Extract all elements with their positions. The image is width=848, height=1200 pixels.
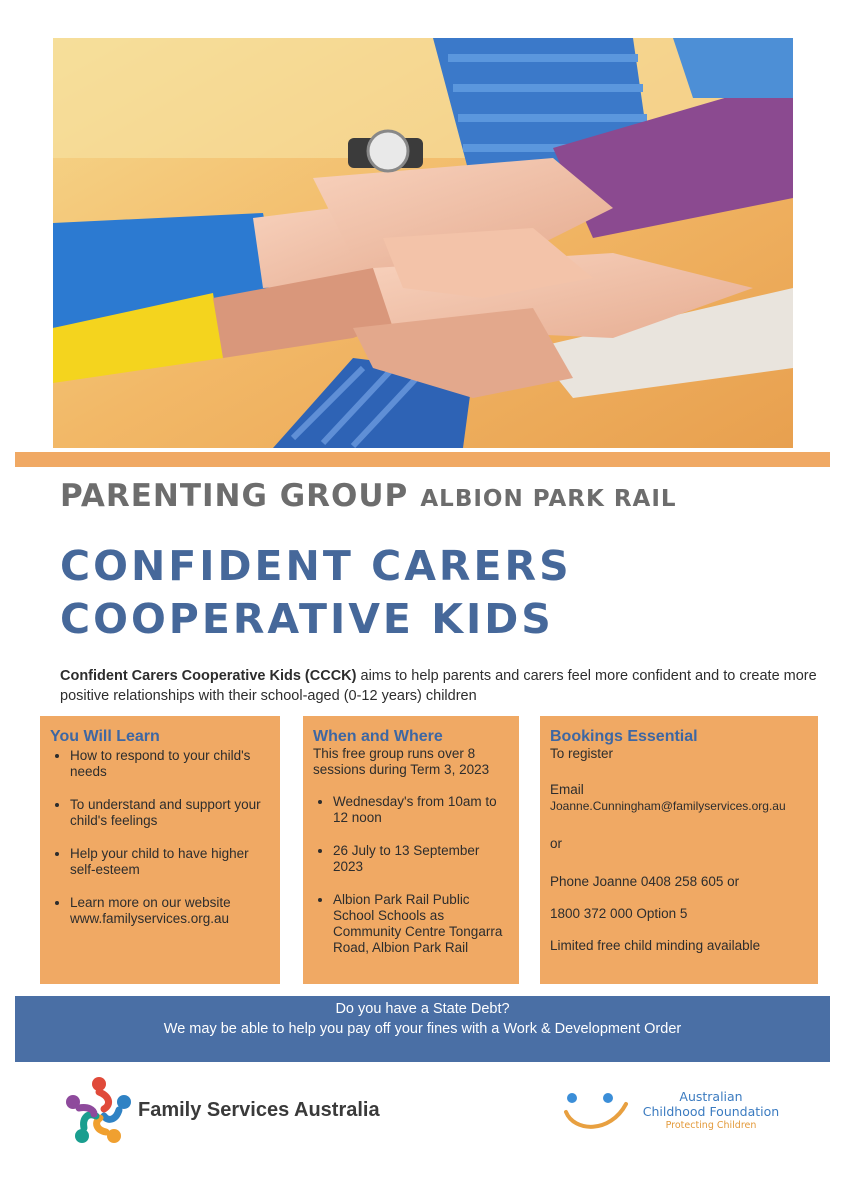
program-title — [60, 540, 820, 646]
learn-item: • Help your child to have higher self-esteem — [70, 846, 270, 878]
program-title-line2: COOPERATIVE KIDS — [60, 595, 554, 643]
banner-line2: We may be able to help you pay off your fines with a Work & Development Order — [163, 1021, 682, 1037]
group-heading-location: ALBION PARK RAIL — [420, 486, 677, 512]
learn-item: • To understand and support your child's feelings — [70, 797, 270, 829]
email-link[interactable]: Joanne.Cunningham@familyservices.org.au — [550, 799, 786, 813]
learn-list — [50, 748, 270, 927]
when-heading: When and Where — [313, 728, 443, 745]
when-item: • 26 July to 13 September 2023 — [333, 843, 509, 875]
or-text: or — [550, 836, 563, 851]
group-heading-main: PARENTING GROUP — [60, 478, 409, 514]
learn-item-website[interactable]: • Learn more on our website www.familyservices.org.au — [70, 895, 270, 927]
when-intro: This free group runs over 8 sessions during Term 3, 2023 — [313, 746, 490, 777]
hero-photo — [53, 38, 793, 448]
acf-line2: Childhood Foundation — [642, 1104, 780, 1119]
acf-line3: Protecting Children — [665, 1120, 757, 1131]
when-list — [313, 794, 509, 956]
program-title-line1: CONFIDENT CARERS — [60, 542, 572, 590]
state-debt-banner — [15, 996, 830, 1062]
stacked-hands-photo-icon — [53, 38, 793, 448]
bookings-box — [540, 716, 818, 984]
learn-box — [40, 716, 280, 984]
learn-heading: You Will Learn — [50, 728, 160, 745]
smile-logo-icon — [560, 1086, 632, 1136]
when-item: • Wednesday's from 10am to 12 noon — [333, 794, 509, 826]
intro-bold: Confident Carers Cooperative Kids (CCCK) — [60, 668, 357, 684]
intro-paragraph — [60, 666, 820, 706]
orange-divider — [15, 452, 830, 467]
when-item: • Albion Park Rail Public School Schools as Community Centre Tongarra Road, Albion Park Rail — [333, 892, 509, 956]
email-label: Email — [550, 782, 584, 797]
when-box — [303, 716, 519, 984]
people-star-logo-icon — [64, 1074, 134, 1146]
child-minding-note: Limited free child minding available — [550, 938, 761, 953]
banner-line1: Do you have a State Debt? — [335, 1001, 510, 1017]
bookings-heading: Bookings Essential — [550, 728, 698, 745]
phone2-text[interactable]: 1800 372 000 Option 5 — [550, 906, 688, 921]
bookings-sub: To register — [550, 746, 614, 761]
group-heading — [60, 478, 820, 514]
acf-line1: Australian — [679, 1089, 743, 1104]
learn-item: • How to respond to your child's needs — [70, 748, 270, 780]
fsa-name: Family Services Australia — [138, 1099, 380, 1121]
acf-text — [636, 1089, 786, 1132]
phone-text[interactable]: Phone Joanne 0408 258 605 or — [550, 874, 740, 889]
intro-text: aims to help parents and carers feel more confident and to create more positive relationships with their school-aged (0-12 years) children — [60, 668, 817, 704]
